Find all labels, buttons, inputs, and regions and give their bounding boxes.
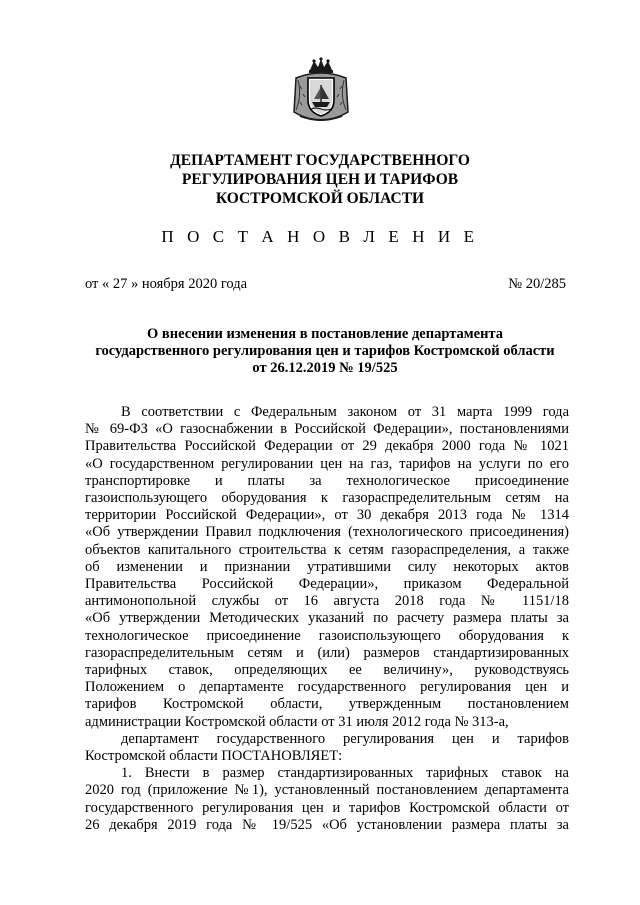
body-line: Положением о департаменте государственного регулирования цен и — [85, 679, 569, 696]
body-line: об изменении и признании утратившими силу некоторых актов — [85, 558, 569, 575]
body-line: газоиспользующего оборудования к газораспределительным сетям на — [85, 490, 569, 507]
document-body — [85, 404, 569, 834]
department-line: РЕГУЛИРОВАНИЯ ЦЕН И ТАРИФОВ — [181, 171, 459, 188]
body-line: антимонопольной службы от 16 августа 2018 года № 1151/18 — [85, 593, 569, 610]
body-line: В соответствии с Федеральным законом от 31 марта 1999 года — [121, 404, 569, 420]
body-line: № 69-ФЗ «О газоснабжении в Российской Федерации», постановлениями — [85, 421, 569, 438]
body-line: «Об утверждении Правил подключения (технологического присоединения) — [85, 524, 569, 541]
body-line: администрации Костромской области от 31 июля 2012 года № 313-а, — [85, 713, 509, 730]
body-line: Правительства Российской Федерации от 29 декабря 2000 года № 1021 — [85, 438, 569, 455]
body-line: газораспределительным сетям и (или) размеров стандартизированных — [85, 644, 569, 661]
body-line: тарифных ставок, определяющих ее величину», руководствуясь — [85, 662, 569, 679]
document-number: № 20/285 — [508, 276, 566, 292]
date-number-row — [85, 274, 566, 294]
body-line: департамент государственного регулирования цен и тарифов — [121, 730, 569, 747]
department-line: ДЕПАРТАМЕНТ ГОСУДАРСТВЕННОГО — [170, 152, 470, 169]
body-line: 1. Внести в размер стандартизированных тарифных ставок на — [121, 765, 569, 782]
body-line: технологическое присоединение газоиспользующего оборудования к — [85, 627, 569, 644]
body-line: тарифов Костромской области, утвержденным постановлением — [85, 696, 569, 713]
department-line: КОСТРОМСКОЙ ОБЛАСТИ — [215, 190, 425, 207]
subject-line: от 26.12.2019 № 19/525 — [252, 360, 398, 376]
subject-line: государственного регулирования цен и тарифов Костромской области — [95, 343, 555, 359]
document-type-title: П О С Т А Н О В Л Е Н И Е — [161, 227, 479, 246]
body-line: 26 декабря 2019 года № 19/525 «Об установлении размера платы за — [85, 816, 569, 833]
body-line: территории Российской Федерации», от 30 декабря 2013 года № 1314 — [85, 507, 569, 524]
subject-line: О внесении изменения в постановление департамента — [147, 326, 503, 342]
body-paragraph-resolves — [85, 731, 569, 765]
department-name — [0, 151, 640, 208]
body-line: Правительства Российской Федерации», приказом Федеральной — [85, 576, 569, 593]
coat-of-arms-emblem — [290, 56, 352, 126]
body-line: объектов капитального строительства к сетям газораспределения, а также — [85, 541, 569, 558]
document-subject — [80, 326, 570, 377]
body-line: транспортировке и платы за технологическое присоединение — [85, 472, 569, 489]
body-paragraph-item-1 — [85, 765, 569, 834]
body-paragraph-preamble — [85, 404, 569, 731]
body-line: «Об утверждении Методических указаний по расчету размера платы за — [85, 610, 569, 627]
body-line: государственного регулирования цен и тарифов Костромской области от — [85, 799, 569, 816]
body-line: Костромской области ПОСТАНОВЛЯЕТ: — [85, 748, 343, 765]
body-line: «О государственном регулировании цен на газ, тарифов на услуги по его — [85, 455, 569, 472]
body-line: 2020 год (приложение №1), установленный постановлением департамента — [85, 782, 569, 799]
document-date: от « 27 » ноября 2020 года — [85, 276, 248, 292]
